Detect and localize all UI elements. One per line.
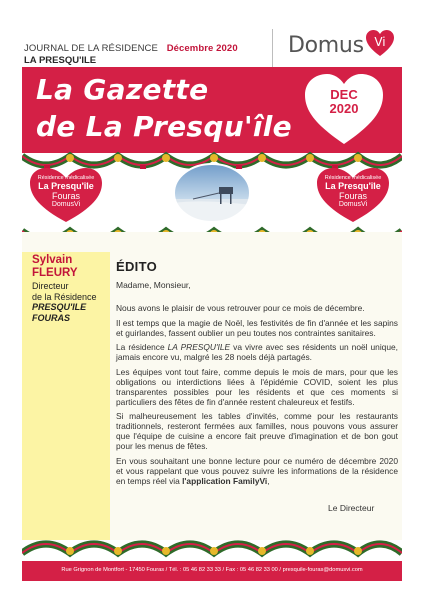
edito-paragraph: Nous avons le plaisir de vous retrouver pour ce mois de décembre. (116, 303, 365, 313)
badge-left-name: La Presqu'île (38, 181, 94, 191)
date-year: 2020 (329, 101, 359, 116)
edito-signature: Le Directeur (328, 503, 375, 513)
director-first-name: Sylvain (32, 254, 73, 266)
badge-right-town: Fouras (338, 191, 367, 201)
gazette-title-line1: La Gazette (36, 73, 209, 106)
badge-right-logo: DomusVi (338, 201, 368, 208)
residence-name: LA PRESQU'ILE (24, 55, 97, 66)
badge-right-small-label: Résidence médicalisée (324, 175, 382, 181)
director-role: Directeur (32, 281, 69, 291)
director-residence: PRESQU'ILE (32, 302, 87, 312)
edito-text: La résidence (116, 342, 168, 353)
edito-text: , (267, 475, 270, 486)
director-town: FOURAS (32, 312, 70, 323)
badge-left-town: Fouras (51, 191, 80, 201)
badge-left-small-label: Résidence médicalisée (37, 175, 95, 181)
edito-paragraph (116, 456, 398, 486)
logo-letter: Vi (374, 34, 386, 49)
badge-left-logo: DomusVi (51, 201, 81, 208)
edito-text: En vous souhaitant une bonne lecture pour ce numéro de décembre 2020 et vous rappelant que vous pouvez suivre les informations de la résidence en temps réel via (116, 455, 398, 486)
edito-body (116, 303, 398, 491)
edito-paragraph: Les équipes vont tout faire, comme depuis le mois de mars, pour que les obligations ou interdictions liées à l'épidémie COVID, soient les plus transparentes possibles pour les résidents et que ces moments si particuliers des fêtes de fin d'année restent chaleureux et festifs. (116, 366, 398, 407)
logo-text: Domus (288, 32, 364, 58)
edito-title: ÉDITO (116, 259, 157, 274)
heart-logo-icon (365, 29, 395, 62)
gazette-title-line2: de La Presqu'île (36, 110, 292, 143)
date-month: DEC (330, 87, 358, 102)
director-name (32, 254, 78, 280)
footer-contact: Rue Grignon de Montfort - 17450 Fouras / Tél. : 05 46 82 33 33 / Fax : 05 46 82 33 00 / presquile-fouras@domusvi.com (61, 567, 363, 573)
edito-text: va vivre avec ses résidents un noël unique, jamais encore vu, malgré les 28 noels déjà partagés. (116, 342, 398, 363)
journal-label (24, 43, 238, 54)
bottom-garland (22, 531, 402, 561)
fouras-photo-image (173, 163, 251, 223)
domusvi-logo (288, 30, 395, 60)
edito-residence-name: LA PRESQU'ILE (167, 342, 231, 353)
director-role-detail: de la Résidence (32, 291, 97, 302)
edito-paragraph: Si malheureusement les tables d'invités, comme pour les restaurants traditionnels, resteront fermées aux familles, nous pouvons vous assurer que l'équipe de cuisine a encore fait preuve d'imagination et de bon gout pour les menus de fêtes. (116, 411, 398, 452)
edito-paragraph (116, 342, 398, 362)
badge-right-name: La Presqu'île (325, 181, 381, 191)
journal-title: JOURNAL DE LA RÉSIDENCE (24, 43, 158, 54)
edito-greeting: Madame, Monsieur, (116, 280, 191, 290)
director-last-name: FLEURY (32, 267, 78, 279)
header-divider (272, 29, 273, 67)
familyvi-app-link: l'application FamilyVi (182, 475, 268, 486)
director-info (32, 281, 97, 323)
issue-month: Décembre 2020 (166, 43, 238, 54)
edito-paragraph: Il est temps que la magie de Noël, les festivités de fin d'année et les sapins et guirlandes, fassent oublier un peu toutes nos contraintes sanitaires. (116, 317, 398, 338)
